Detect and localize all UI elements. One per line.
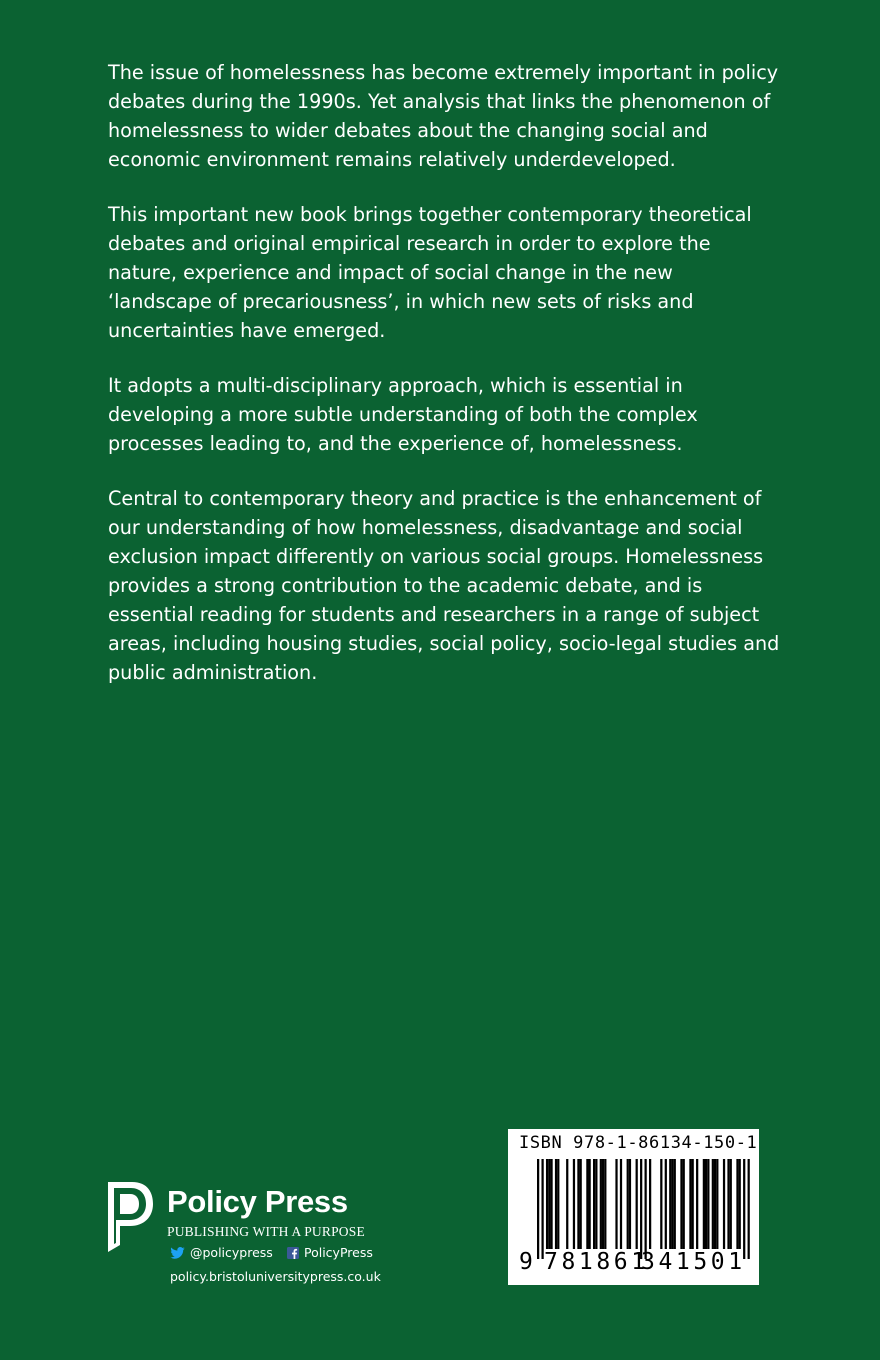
- blurb-paragraph-3: It adopts a multi-disciplinary approach, which is essential in developing a more subtle understanding of both the complex processes leading to, and the experience of, homelessness.: [108, 374, 698, 455]
- blurb-paragraph-4: Central to contemporary theory and practice is the enhancement of our understanding of how homelessness, disadvantage and social exclusion impact differently on various social groups. Homelessness provides a strong contribution to the academic debate, and is essential reading for students and researchers in a range of subject areas, including housing studies, social policy, socio-legal studies and public administration.: [108, 487, 780, 684]
- barcode-bar: [712, 1159, 714, 1249]
- barcode-bar: [669, 1159, 671, 1249]
- barcode-bar: [703, 1159, 705, 1249]
- barcode-bar: [714, 1159, 716, 1249]
- publisher-website[interactable]: policy.bristoluniversitypress.co.uk: [170, 1269, 381, 1284]
- barcode-bar: [645, 1159, 647, 1259]
- isbn-barcode: [508, 1129, 759, 1285]
- facebook-handle[interactable]: [287, 1245, 373, 1261]
- barcode-bar: [640, 1159, 642, 1259]
- barcode-bar: [566, 1159, 568, 1249]
- barcode-bar: [671, 1159, 673, 1249]
- barcode-bar: [705, 1159, 707, 1249]
- barcode-bar: [636, 1159, 638, 1249]
- barcode-bar: [739, 1159, 741, 1249]
- isbn-label: ISBN 978-1-86134-150-1: [519, 1133, 758, 1153]
- barcode-bar: [629, 1159, 631, 1249]
- barcode-bar: [573, 1159, 575, 1249]
- blurb-paragraph-2: This important new book brings together contemporary theoretical debates and original empirical research in order to explore the nature, experience and impact of social change in the new ‘landscape of precariousness’, in which new sets of risks and uncertainties have emerged.: [108, 203, 752, 342]
- barcode-bar: [743, 1159, 745, 1259]
- barcode-bar: [620, 1159, 622, 1249]
- barcode-bar: [595, 1159, 597, 1249]
- facebook-icon: [287, 1247, 299, 1259]
- blurb-paragraph-1: The issue of homelessness has become extremely important in policy debates during the 1990s. Yet analysis that links the phenomenon of homelessness to wider debates about the changing social and economic environment remains relatively underdeveloped.: [108, 61, 779, 171]
- barcode-bar: [660, 1159, 662, 1249]
- back-cover-blurb: [108, 58, 780, 713]
- barcode-bar: [593, 1159, 595, 1249]
- barcode-bar: [736, 1159, 738, 1249]
- barcode-bar: [649, 1159, 651, 1249]
- facebook-handle-label: PolicyPress: [304, 1245, 373, 1260]
- publisher-name: Policy Press: [167, 1184, 348, 1219]
- twitter-handle-label: @policypress: [190, 1245, 273, 1260]
- twitter-handle[interactable]: [170, 1245, 273, 1261]
- barcode-bar: [604, 1159, 606, 1249]
- barcode-bar: [548, 1159, 550, 1249]
- barcode-bar: [580, 1159, 582, 1249]
- barcode-bar: [600, 1159, 602, 1249]
- barcode-bar: [586, 1159, 588, 1249]
- barcode-bar: [748, 1159, 750, 1259]
- ean-left-digits: 781861: [544, 1249, 649, 1275]
- barcode-bar: [665, 1159, 667, 1249]
- ean-right-digits: 341501: [641, 1249, 746, 1275]
- barcode-bar: [615, 1159, 617, 1249]
- barcode-bar: [730, 1159, 732, 1249]
- barcode-bar: [692, 1159, 694, 1249]
- barcode-bar: [555, 1159, 557, 1249]
- barcode-bar: [557, 1159, 559, 1249]
- barcode-bar: [727, 1159, 729, 1249]
- barcode-bar: [537, 1159, 539, 1259]
- barcode-bar: [674, 1159, 676, 1249]
- barcode-bar: [550, 1159, 552, 1249]
- barcode-bar: [707, 1159, 709, 1249]
- publisher-block: [106, 1178, 406, 1288]
- twitter-bird-icon: [170, 1247, 185, 1259]
- barcode-bar: [716, 1159, 718, 1249]
- barcode-bar: [589, 1159, 591, 1249]
- barcode-bar: [689, 1159, 691, 1249]
- barcode-bar: [541, 1159, 543, 1259]
- barcode-bar: [680, 1159, 682, 1249]
- barcode-bar: [546, 1159, 548, 1249]
- publisher-tagline: PUBLISHING WITH A PURPOSE: [167, 1224, 365, 1239]
- barcode-bar: [627, 1159, 629, 1249]
- barcode-bar: [602, 1159, 604, 1249]
- ean-first-digit: 9: [519, 1249, 533, 1275]
- barcode-bar: [696, 1159, 698, 1249]
- barcode-bar: [577, 1159, 579, 1249]
- barcode-bar: [723, 1159, 725, 1249]
- barcode-bar: [683, 1159, 685, 1249]
- policy-press-logo-icon: [106, 1180, 156, 1254]
